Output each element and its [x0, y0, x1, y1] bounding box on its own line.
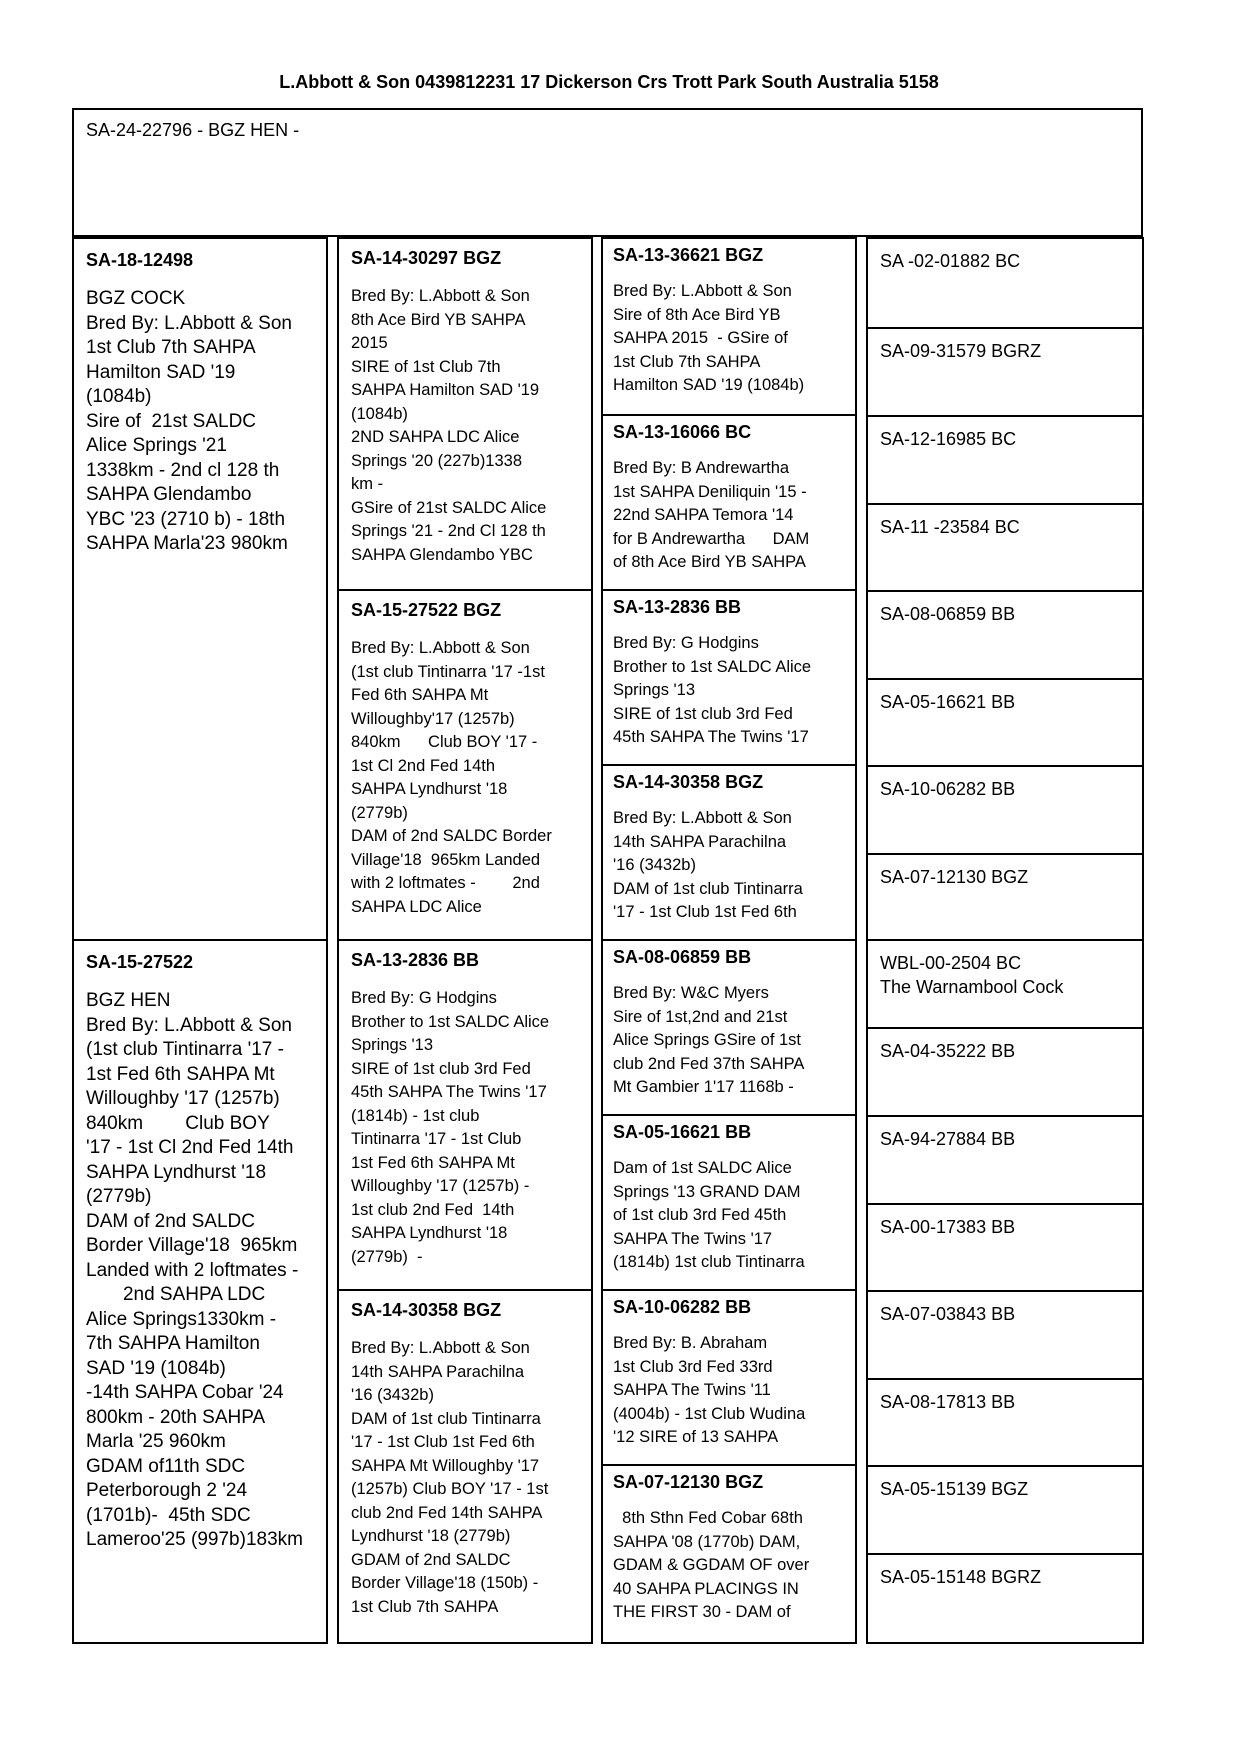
gen4-id-6: SA-05-16621 BB	[880, 692, 1016, 712]
subject-bird-box	[72, 108, 1143, 237]
gen2-cell-1	[339, 239, 591, 589]
gen4-cell-9	[868, 939, 1142, 1027]
gen3-details-1: Bred By: L.Abbott & Son Sire of 8th Ace Bird YB SAHPA 2015 - GSire of 1st Club 7th SAHPA Hamilton SAD '19 (1084b)	[613, 282, 805, 394]
sire-id: SA-18-12498	[86, 250, 194, 270]
gen3-details-7: Bred By: B. Abraham 1st Club 3rd Fed 33rd SAHPA The Twins '11 (4004b) - 1st Club Wudina '12 SIRE of 13 SAHPA	[613, 1334, 806, 1446]
gen4-id-2: SA-09-31579 BGRZ	[880, 341, 1042, 361]
gen2-id-1: SA-14-30297 BGZ	[351, 248, 502, 268]
gen3-details-3: Bred By: G Hodgins Brother to 1st SALDC Alice Springs '13 SIRE of 1st club 3rd Fed 45th SAHPA The Twins '17	[613, 634, 812, 746]
gen2-id-2: SA-15-27522 BGZ	[351, 600, 502, 620]
gen4-id-15: SA-05-15139 BGZ	[880, 1479, 1029, 1499]
dam-id: SA-15-27522	[86, 952, 194, 972]
gen4-cell-7	[868, 765, 1142, 853]
gen3-cell-6	[603, 1114, 855, 1289]
gen4-cell-10	[868, 1027, 1142, 1115]
gen4-id-5: SA-08-06859 BB	[880, 604, 1016, 624]
gen3-cell-2	[603, 414, 855, 589]
gen3-id-5: SA-08-06859 BB	[613, 947, 752, 967]
gen2-details-4: Bred By: L.Abbott & Son 14th SAHPA Parachilna '16 (3432b) DAM of 1st club Tintinarra '17 - 1st Club 1st Fed 6th SAHPA Mt Willoughby '17 (1257b) Club BOY '17 - 1st club 2nd Fed 14th SAHPA Lyndhurst '18 (2779b) GDAM of 2nd SALDC Border Village'18 (150b) - 1st Club 7th SAHPA	[351, 1339, 549, 1616]
gen3-id-3: SA-13-2836 BB	[613, 597, 742, 617]
gen4-id-7: SA-10-06282 BB	[880, 779, 1016, 799]
gen3-details-8: 8th Sthn Fed Cobar 68th SAHPA '08 (1770b) DAM, GDAM & GGDAM OF over 40 SAHPA PLACINGS IN THE FIRST 30 - DAM of	[613, 1509, 810, 1621]
gen3-column	[601, 237, 857, 1644]
gen4-cell-14	[868, 1378, 1142, 1465]
gen2-cell-2	[339, 589, 591, 939]
dam-details: BGZ HEN Bred By: L.Abbott & Son (1st club Tintinarra '17 - 1st Fed 6th SAHPA Mt Willoughby '17 (1257b) 840km Club BOY '17 - 1st Cl 2nd Fed 14th SAHPA Lyndhurst '18 (2779b) DAM of 2nd SALDC Border Village'18 965km Landed with 2 loftmates - 2nd SAHPA LDC Alice Springs1330km - 7th SAHPA Hamilton SAD '19 (1084b) -14th SAHPA Cobar '24 800km - 20th SAHPA Marla '25 960km GDAM of11th SDC Peterborough 2 '24 (1701b)- 45th SDC Lameroo'25 (997b)183km	[86, 990, 303, 1550]
gen4-cell-11	[868, 1115, 1142, 1203]
gen3-cell-5	[603, 939, 855, 1114]
gen2-column	[337, 237, 593, 1644]
gen4-id-4: SA-11 -23584 BC	[880, 517, 1020, 537]
gen4-cell-1	[868, 239, 1142, 327]
gen3-cell-7	[603, 1289, 855, 1464]
gen3-id-7: SA-10-06282 BB	[613, 1297, 752, 1317]
gen2-details-2: Bred By: L.Abbott & Son (1st club Tintinarra '17 -1st Fed 6th SAHPA Mt Willoughby'17 (1257b) 840km Club BOY '17 - 1st Cl 2nd Fed 14th SAHPA Lyndhurst '18 (2779b) DAM of 2nd SALDC Border Village'18 965km Landed with 2 loftmates - 2nd SAHPA LDC Alice	[351, 639, 552, 916]
gen4-id-8: SA-07-12130 BGZ	[880, 867, 1029, 887]
gen4-cell-13	[868, 1290, 1142, 1378]
dam-cell	[74, 939, 326, 1642]
gen4-id-11: SA-94-27884 BB	[880, 1129, 1016, 1149]
gen4-column	[866, 237, 1144, 1644]
gen4-cell-2	[868, 327, 1142, 415]
subject-bird-text: SA-24-22796 - BGZ HEN -	[86, 120, 300, 140]
sire-cell	[74, 239, 326, 939]
gen2-cell-3	[339, 939, 591, 1289]
gen4-cell-5	[868, 590, 1142, 678]
gen4-cell-3	[868, 415, 1142, 503]
gen4-cell-4	[868, 503, 1142, 590]
gen2-id-4: SA-14-30358 BGZ	[351, 1300, 502, 1320]
gen4-cell-15	[868, 1465, 1142, 1553]
sire-details: BGZ COCK Bred By: L.Abbott & Son 1st Club 7th SAHPA Hamilton SAD '19 (1084b) Sire of 21st SALDC Alice Springs '21 1338km - 2nd cl 128 th SAHPA Glendambo YBC '23 (2710 b) - 18th SAHPA Marla'23 980km	[86, 288, 292, 554]
gen2-details-1: Bred By: L.Abbott & Son 8th Ace Bird YB SAHPA 2015 SIRE of 1st Club 7th SAHPA Hamilton SAD '19 (1084b) 2ND SAHPA LDC Alice Springs '20 (227b)1338 km - GSire of 21st SALDC Alice Springs '21 - 2nd Cl 128 th SAHPA Glendambo YBC	[351, 287, 547, 564]
gen2-cell-4	[339, 1289, 591, 1642]
gen3-cell-4	[603, 764, 855, 939]
gen3-id-6: SA-05-16621 BB	[613, 1122, 752, 1142]
gen4-cell-6	[868, 678, 1142, 765]
gen4-id-3: SA-12-16985 BC	[880, 429, 1017, 449]
breeder-header: L.Abbott & Son 0439812231 17 Dickerson Crs Trott Park South Australia 5158	[279, 72, 939, 92]
gen3-details-6: Dam of 1st SALDC Alice Springs '13 GRAND DAM of 1st club 3rd Fed 45th SAHPA The Twins '17 (1814b) 1st club Tintinarra	[613, 1159, 805, 1271]
gen4-cell-16	[868, 1553, 1142, 1642]
gen2-details-3: Bred By: G Hodgins Brother to 1st SALDC Alice Springs '13 SIRE of 1st club 3rd Fed 45th SAHPA The Twins '17 (1814b) - 1st club Tintinarra '17 - 1st Club 1st Fed 6th SAHPA Mt Willoughby '17 (1257b) - 1st club 2nd Fed 14th SAHPA Lyndhurst '18 (2779b) -	[351, 989, 550, 1266]
gen4-cell-12	[868, 1203, 1142, 1290]
gen4-id-14: SA-08-17813 BB	[880, 1392, 1016, 1412]
gen4-id-9: WBL-00-2504 BC The Warnambool Cock	[880, 953, 1064, 997]
gen4-id-13: SA-07-03843 BB	[880, 1304, 1016, 1324]
gen1-column	[72, 237, 328, 1644]
gen3-id-4: SA-14-30358 BGZ	[613, 772, 764, 792]
gen3-details-2: Bred By: B Andrewartha 1st SAHPA Deniliquin '15 - 22nd SAHPA Temora '14 for B Andrewartha DAM of 8th Ace Bird YB SAHPA	[613, 459, 810, 571]
gen3-cell-3	[603, 589, 855, 764]
gen4-id-10: SA-04-35222 BB	[880, 1041, 1016, 1061]
gen3-id-8: SA-07-12130 BGZ	[613, 1472, 764, 1492]
gen3-cell-1	[603, 239, 855, 414]
gen3-id-2: SA-13-16066 BC	[613, 422, 752, 442]
gen4-cell-8	[868, 853, 1142, 939]
gen2-id-3: SA-13-2836 BB	[351, 950, 480, 970]
gen4-id-1: SA -02-01882 BC	[880, 251, 1021, 271]
gen4-id-16: SA-05-15148 BGRZ	[880, 1567, 1042, 1587]
gen3-cell-8	[603, 1464, 855, 1642]
gen3-details-5: Bred By: W&C Myers Sire of 1st,2nd and 21st Alice Springs GSire of 1st club 2nd Fed 37th SAHPA Mt Gambier 1'17 1168b -	[613, 984, 805, 1096]
gen3-id-1: SA-13-36621 BGZ	[613, 245, 764, 265]
gen4-id-12: SA-00-17383 BB	[880, 1217, 1016, 1237]
gen3-details-4: Bred By: L.Abbott & Son 14th SAHPA Parachilna '16 (3432b) DAM of 1st club Tintinarra '17 - 1st Club 1st Fed 6th	[613, 809, 803, 921]
